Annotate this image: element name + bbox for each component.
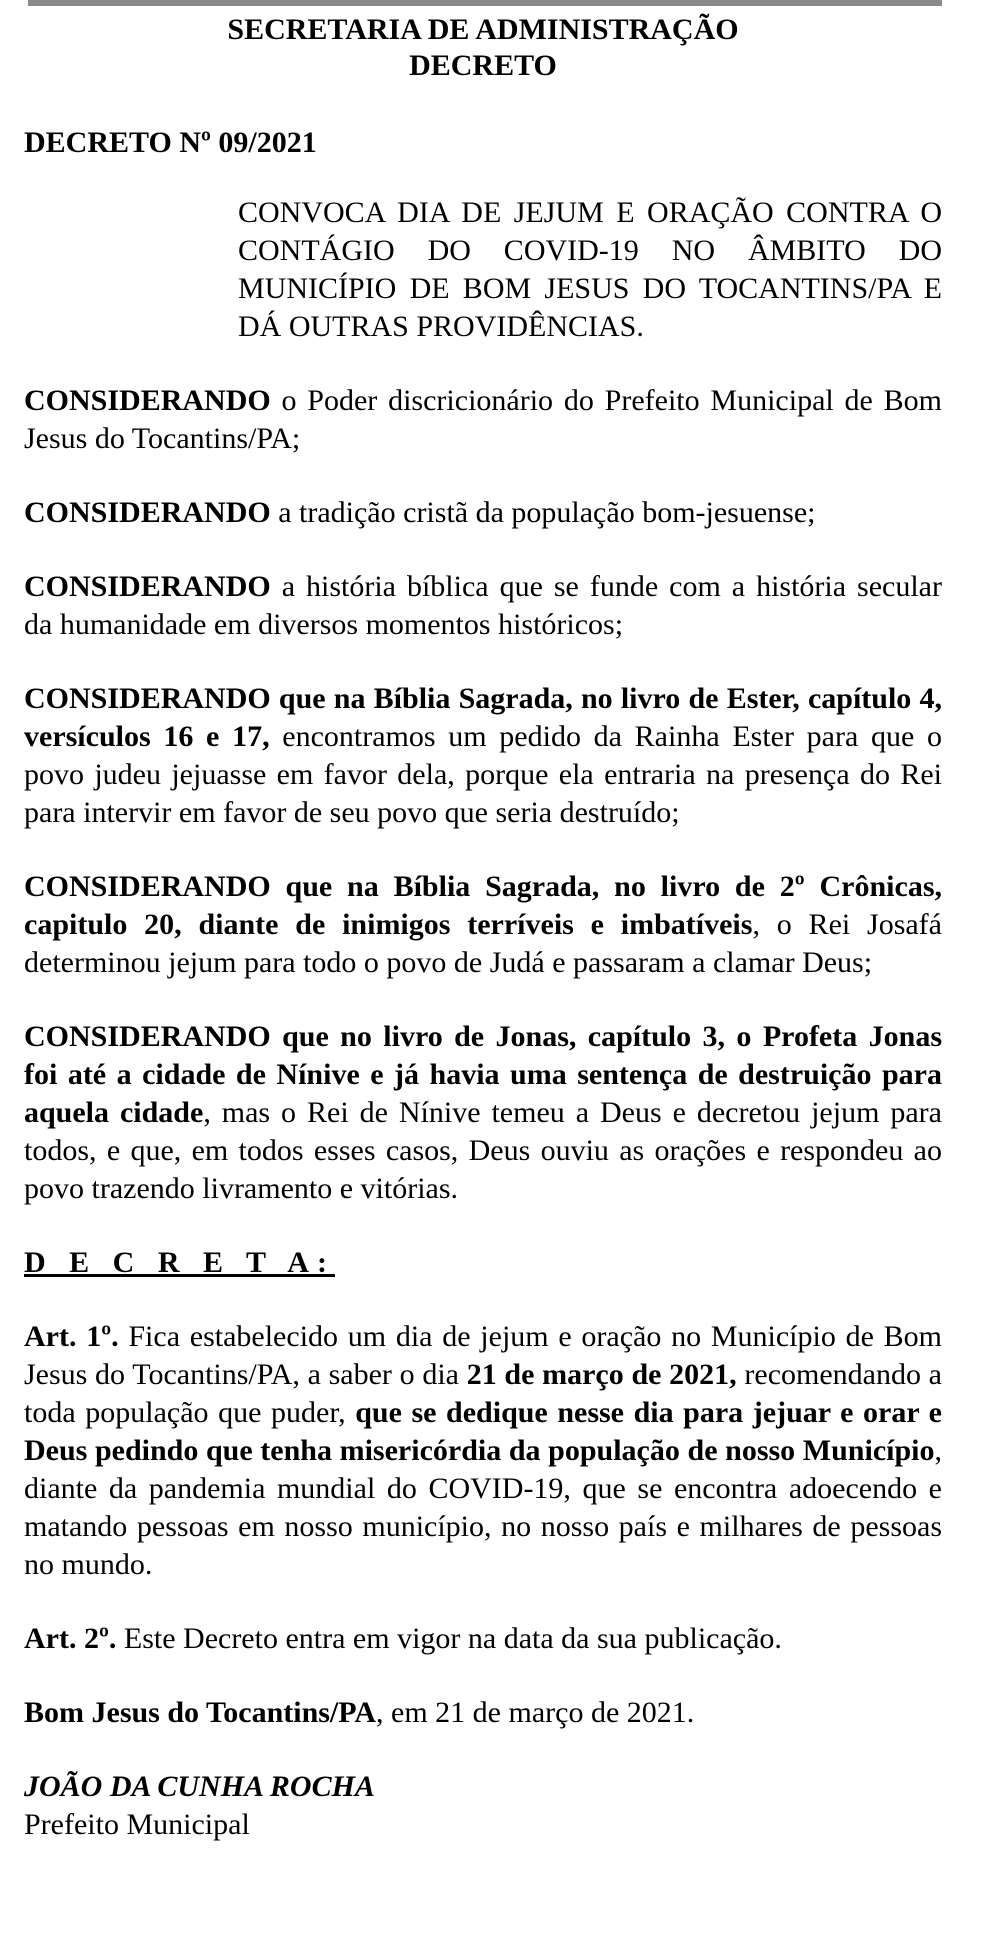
header-decreto: DECRETO <box>409 49 557 82</box>
article-1-text1: Fica estabelecido um dia de jejum e oração no Município de Bom Jesus do Tocantins/PA, a saber o dia <box>24 1320 943 1391</box>
considerando-4 <box>24 680 942 832</box>
article-2-label: Art. 2º. <box>24 1622 117 1655</box>
date-text: , em 21 de março de 2021. <box>376 1696 695 1729</box>
article-1 <box>24 1318 942 1584</box>
place-date <box>24 1694 942 1732</box>
considerando-bold: CONSIDERANDO que na Bíblia Sagrada, no livro de Ester, capítulo 4, versículos 16 e 17, <box>24 682 942 753</box>
decree-ementa: CONVOCA DIA DE JEJUM E ORAÇÃO CONTRA O CONTÁGIO DO COVID-19 NO ÂMBITO DO MUNICÍPIO DE BOM JESUS DO TOCANTINS/PA E DÁ OUTRAS PROVIDÊNCIAS. <box>238 196 942 343</box>
considerando-bold: CONSIDERANDO que no livro de Jonas, capítulo 3, o Profeta Jonas foi até a cidade de Nínive e já havia uma sentença de destruição para aquela cidade <box>24 1020 942 1129</box>
considerando-bold: CONSIDERANDO que na Bíblia Sagrada, no livro de 2º Crônicas, capitulo 20, diante de inimigos terríveis e imbatíveis <box>24 870 942 941</box>
article-1-text2: recomendando a toda população que puder, <box>24 1358 942 1429</box>
decree-document <box>24 12 942 1844</box>
decree-number: DECRETO Nº 09/2021 <box>24 126 317 159</box>
article-1-text3: , diante da pandemia mundial do COVID-19, que se encontra adoecendo e matando pessoas em nosso município, no nosso país e milhares de pessoas no mundo. <box>24 1434 942 1581</box>
decreta-heading: D E C R E T A: <box>24 1246 335 1279</box>
signatory-role: Prefeito Municipal <box>24 1808 250 1841</box>
signatory-name: JOÃO DA CUNHA ROCHA <box>24 1770 375 1803</box>
header-secretariat: SECRETARIA DE ADMINISTRAÇÃO <box>227 13 739 46</box>
article-1-label: Art. 1º. <box>24 1320 119 1353</box>
considerando-text: a história bíblica que se funde com a história secular da humanidade em diversos momentos históricos; <box>24 570 942 641</box>
considerando-bold: CONSIDERANDO <box>24 496 271 529</box>
considerando-text: , o Rei Josafá determinou jejum para todo o povo de Judá e passaram a clamar Deus; <box>24 908 942 979</box>
article-2-text: Este Decreto entra em vigor na data da sua publicação. <box>116 1622 782 1655</box>
considerando-text: encontramos um pedido da Rainha Ester para que o povo judeu jejuasse em favor dela, porque ela entraria na presença do Rei para intervir em favor de seu povo que seria destruído; <box>24 720 943 829</box>
considerando-3 <box>24 568 942 644</box>
article-2 <box>24 1620 942 1658</box>
place-name: Bom Jesus do Tocantins/PA <box>24 1696 377 1729</box>
considerando-text: o Poder discricionário do Prefeito Municipal de Bom Jesus do Tocantins/PA; <box>24 384 942 455</box>
article-1-date: 21 de março de 2021, <box>466 1358 737 1391</box>
article-1-emphasis: que se dedique nesse dia para jejuar e orar e Deus pedindo que tenha misericórdia da população de nosso Município <box>24 1396 942 1467</box>
considerando-bold: CONSIDERANDO <box>24 570 271 603</box>
considerando-text: a tradição cristã da população bom-jesuense; <box>270 496 816 529</box>
considerando-text: , mas o Rei de Nínive temeu a Deus e decretou jejum para todos, e que, em todos esses casos, Deus ouviu as orações e respondeu ao povo trazendo livramento e vitórias. <box>24 1096 942 1205</box>
considerando-6 <box>24 1018 942 1208</box>
considerando-1 <box>24 382 942 458</box>
considerando-bold: CONSIDERANDO <box>24 384 271 417</box>
top-border <box>28 0 942 6</box>
considerando-2 <box>24 494 942 532</box>
considerando-5 <box>24 868 942 982</box>
